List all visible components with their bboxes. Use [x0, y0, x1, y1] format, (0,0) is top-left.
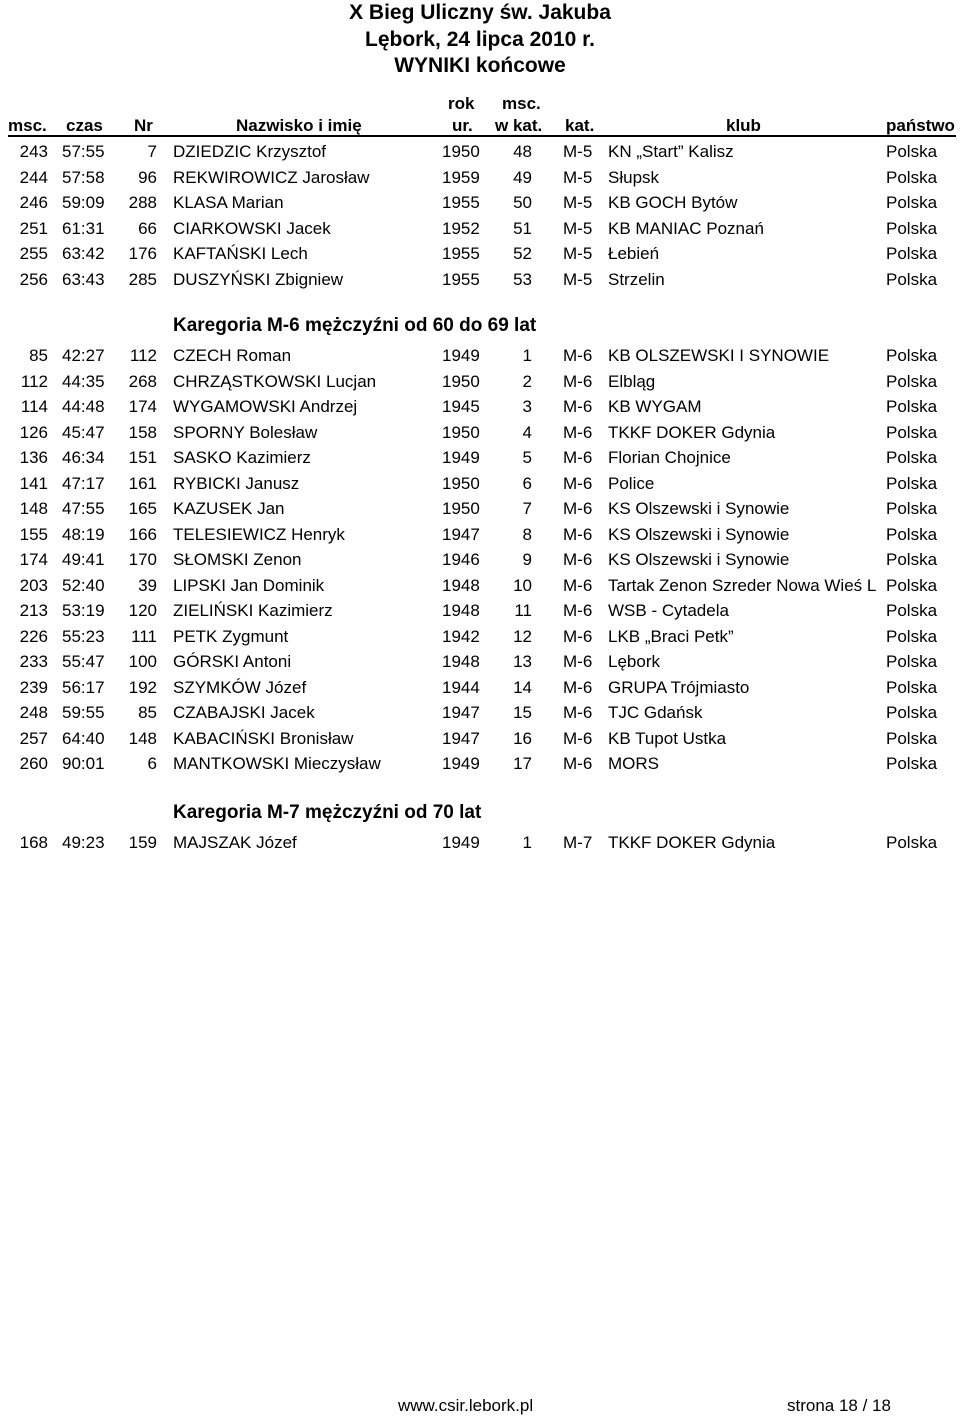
category-place: 15 — [513, 703, 532, 722]
athlete-name: TELESIEWICZ Henryk — [173, 524, 345, 544]
place: 85 — [29, 346, 48, 365]
athlete-name: GÓRSKI Antoni — [173, 652, 292, 671]
bib: 268 — [128, 371, 157, 391]
club: KB MANIAC Poznań — [608, 218, 764, 238]
country: Polska — [886, 575, 938, 595]
birth-year: 1955 — [442, 193, 480, 212]
birth-year: 1952 — [442, 218, 480, 238]
col-panstwo-header: państwo — [886, 116, 955, 135]
place: 256 — [19, 269, 48, 289]
category: M-6 — [563, 499, 593, 518]
club: WSB - Cytadela — [608, 601, 729, 620]
category: M-5 — [563, 193, 593, 212]
country: Polska — [886, 652, 938, 671]
bib: 85 — [138, 703, 157, 722]
table-row — [0, 445, 960, 470]
category: M-6 — [563, 550, 593, 569]
club: TKKF DOKER Gdynia — [608, 422, 776, 442]
table-row — [0, 471, 960, 496]
category-place: 16 — [513, 728, 532, 748]
category-place: 12 — [513, 626, 532, 646]
time: 55:47 — [62, 652, 105, 671]
club: GRUPA Trójmiasto — [608, 677, 750, 697]
place: 243 — [19, 142, 48, 161]
bib: 158 — [128, 422, 157, 442]
country: Polska — [886, 269, 938, 289]
table-row — [0, 165, 960, 190]
table-row — [0, 267, 960, 292]
category: M-6 — [563, 728, 593, 748]
category-place: 5 — [522, 448, 532, 467]
place: 155 — [19, 524, 48, 544]
table-row — [0, 573, 960, 598]
club: KB OLSZEWSKI I SYNOWIE — [608, 346, 830, 365]
place: 246 — [19, 193, 48, 212]
time: 63:43 — [62, 269, 105, 289]
bib: 112 — [129, 346, 157, 365]
time: 61:31 — [62, 218, 105, 238]
bib: 151 — [128, 448, 157, 467]
birth-year: 1942 — [442, 626, 480, 646]
country: Polska — [886, 550, 938, 569]
club: Strzelin — [608, 269, 665, 289]
table-row — [0, 675, 960, 700]
col-msc-header: msc. — [8, 116, 47, 135]
category-title: Karegoria M-7 mężczyźni od 70 lat — [173, 802, 482, 823]
place: 203 — [19, 575, 48, 595]
birth-year: 1945 — [442, 397, 480, 416]
table-row — [0, 496, 960, 521]
athlete-name: SŁOMSKI Zenon — [173, 550, 302, 569]
category-place: 51 — [513, 218, 532, 238]
table-row — [0, 139, 960, 164]
country: Polska — [886, 677, 938, 697]
time: 46:34 — [62, 448, 105, 467]
birth-year: 1947 — [442, 703, 480, 722]
country: Polska — [886, 601, 938, 620]
table-row — [0, 343, 960, 368]
athlete-name: KAFTAŃSKI Lech — [173, 244, 308, 263]
birth-year: 1948 — [442, 575, 480, 595]
category-place: 9 — [522, 550, 532, 569]
bib: 159 — [128, 833, 157, 852]
col-nr-header: Nr — [134, 116, 153, 135]
athlete-name: KLASA Marian — [173, 193, 284, 212]
table-row — [0, 547, 960, 572]
category: M-6 — [563, 703, 593, 722]
athlete-name: KAZUSEK Jan — [173, 499, 285, 518]
place: 244 — [19, 167, 48, 187]
club: MORS — [608, 754, 659, 773]
page-subtitle-date: Lębork, 24 lipca 2010 r. — [365, 28, 595, 51]
page-title: X Bieg Uliczny św. Jakuba — [349, 1, 611, 24]
athlete-name: MANTKOWSKI Mieczysław — [173, 754, 381, 773]
athlete-name: SZYMKÓW Józef — [173, 677, 307, 697]
country: Polska — [886, 346, 938, 365]
category-place: 53 — [513, 269, 532, 289]
place: 213 — [19, 601, 48, 620]
category: M-5 — [563, 269, 593, 289]
country: Polska — [886, 728, 938, 748]
country: Polska — [886, 754, 938, 773]
category: M-5 — [563, 167, 593, 187]
country: Polska — [886, 626, 938, 646]
birth-year: 1955 — [442, 269, 480, 289]
athlete-name: LIPSKI Jan Dominik — [173, 575, 325, 595]
country: Polska — [886, 524, 938, 544]
time: 47:55 — [62, 499, 105, 518]
category: M-6 — [563, 601, 593, 620]
place: 148 — [19, 499, 48, 518]
category-place: 17 — [513, 754, 532, 773]
table-row — [0, 726, 960, 751]
birth-year: 1950 — [442, 499, 480, 518]
club: KB Tupot Ustka — [608, 728, 727, 748]
athlete-name: ZIELIŃSKI Kazimierz — [173, 601, 333, 620]
birth-year: 1947 — [442, 728, 480, 748]
country: Polska — [886, 422, 938, 442]
table-row — [0, 420, 960, 445]
category-place: 11 — [514, 601, 532, 620]
category-place: 8 — [522, 524, 532, 544]
country: Polska — [886, 193, 938, 212]
birth-year: 1946 — [442, 550, 480, 569]
athlete-name: CIARKOWSKI Jacek — [173, 218, 331, 238]
col-kat-header: kat. — [565, 116, 595, 135]
birth-year: 1949 — [442, 448, 480, 467]
club: KS Olszewski i Synowie — [608, 499, 790, 518]
country: Polska — [886, 218, 938, 238]
club: Police — [608, 473, 655, 493]
table-row — [0, 624, 960, 649]
birth-year: 1948 — [442, 601, 480, 620]
footer-page: strona 18 / 18 — [787, 1396, 891, 1415]
country: Polska — [886, 499, 938, 518]
table-row — [0, 216, 960, 241]
category-place: 7 — [522, 499, 532, 518]
category-place: 2 — [522, 371, 532, 391]
category: M-6 — [563, 397, 593, 416]
club: KN „Start” Kalisz — [608, 142, 734, 161]
category: M-6 — [563, 371, 593, 391]
col-klub-header: klub — [726, 116, 761, 135]
country: Polska — [886, 448, 938, 467]
bib: 6 — [147, 754, 157, 773]
category: M-5 — [563, 218, 593, 238]
category-place: 52 — [513, 244, 532, 263]
bib: 170 — [128, 550, 157, 569]
bib: 192 — [128, 677, 157, 697]
place: 112 — [20, 371, 48, 391]
bib: 148 — [128, 728, 157, 748]
category-place: 4 — [522, 422, 532, 442]
bib: 96 — [138, 167, 157, 187]
birth-year: 1944 — [442, 677, 480, 697]
athlete-name: CHRZĄSTKOWSKI Lucjan — [173, 371, 377, 391]
time: 57:55 — [62, 142, 105, 161]
table-row — [0, 830, 960, 855]
category-place: 50 — [513, 193, 532, 212]
place: 174 — [19, 550, 48, 569]
athlete-name: RYBICKI Janusz — [173, 473, 300, 493]
table-row — [0, 369, 960, 394]
athlete-name: SASKO Kazimierz — [173, 448, 311, 467]
category: M-6 — [563, 652, 593, 671]
club: Słupsk — [608, 167, 660, 187]
table-row — [0, 394, 960, 419]
athlete-name: PETK Zygmunt — [173, 626, 289, 646]
time: 63:42 — [62, 244, 105, 263]
table-row — [0, 598, 960, 623]
country: Polska — [886, 244, 938, 263]
country: Polska — [886, 473, 938, 493]
athlete-name: DUSZYŃSKI Zbigniew — [173, 269, 344, 289]
footer-url: www.csir.lebork.pl — [398, 1396, 534, 1415]
club: Łebień — [608, 244, 660, 263]
bib: 166 — [128, 524, 157, 544]
table-row — [0, 751, 960, 776]
category: M-6 — [563, 422, 593, 442]
page-subtitle-results: WYNIKI końcowe — [394, 54, 566, 77]
birth-year: 1950 — [442, 142, 480, 161]
club: Lębork — [608, 652, 660, 671]
place: 226 — [19, 626, 48, 646]
country: Polska — [886, 833, 938, 852]
category: M-7 — [563, 833, 593, 852]
category-place: 14 — [513, 677, 532, 697]
athlete-name: WYGAMOWSKI Andrzej — [173, 397, 358, 416]
time: 44:35 — [62, 371, 105, 391]
bib: 100 — [128, 652, 157, 671]
place: 126 — [19, 422, 48, 442]
time: 56:17 — [62, 677, 105, 697]
birth-year: 1950 — [442, 473, 480, 493]
birth-year: 1959 — [442, 167, 480, 187]
category-place: 48 — [513, 142, 532, 161]
athlete-name: DZIEDZIC Krzysztof — [173, 142, 327, 161]
club: TJC Gdańsk — [608, 703, 703, 722]
category: M-5 — [563, 142, 593, 161]
club: LKB „Braci Petk” — [608, 626, 734, 646]
place: 141 — [19, 473, 48, 493]
col-mk-header-bottom: w kat. — [495, 116, 543, 135]
bib: 111 — [131, 626, 157, 646]
birth-year: 1949 — [442, 833, 480, 852]
athlete-name: REKWIROWICZ Jarosław — [173, 167, 370, 187]
club: KB WYGAM — [608, 397, 702, 416]
bib: 66 — [138, 218, 157, 238]
club: Tartak Zenon Szreder Nowa Wieś L — [608, 575, 877, 595]
col-rok-header-bottom: ur. — [452, 116, 473, 135]
club: KS Olszewski i Synowie — [608, 524, 790, 544]
time: 48:19 — [62, 524, 105, 544]
birth-year: 1955 — [442, 244, 480, 263]
bib: 288 — [128, 193, 157, 212]
time: 44:48 — [62, 397, 105, 416]
category: M-6 — [563, 626, 593, 646]
time: 49:41 — [62, 550, 105, 569]
category-place: 10 — [513, 575, 532, 595]
bib: 7 — [147, 142, 157, 161]
athlete-name: MAJSZAK Józef — [173, 833, 297, 852]
birth-year: 1949 — [442, 754, 480, 773]
category: M-5 — [563, 244, 593, 263]
category: M-6 — [563, 473, 593, 493]
club: Elbląg — [608, 371, 656, 391]
category-place: 13 — [513, 652, 532, 671]
time: 45:47 — [62, 422, 105, 442]
place: 136 — [19, 448, 48, 467]
place: 233 — [19, 652, 48, 671]
club: TKKF DOKER Gdynia — [608, 833, 776, 852]
bib: 161 — [128, 473, 157, 493]
country: Polska — [886, 167, 938, 187]
bib: 39 — [138, 575, 157, 595]
club: Florian Chojnice — [608, 448, 731, 467]
category-title: Karegoria M-6 mężczyźni od 60 do 69 lat — [173, 315, 537, 336]
table-row — [0, 700, 960, 725]
category-place: 1 — [522, 833, 532, 852]
place: 168 — [19, 833, 48, 852]
category: M-6 — [563, 754, 593, 773]
time: 49:23 — [62, 833, 105, 852]
bib: 165 — [128, 499, 157, 518]
time: 57:58 — [62, 167, 105, 187]
time: 59:55 — [62, 703, 105, 722]
bib: 285 — [128, 269, 157, 289]
place: 248 — [19, 703, 48, 722]
time: 53:19 — [62, 601, 105, 620]
birth-year: 1947 — [442, 524, 480, 544]
category-place: 1 — [522, 346, 532, 365]
category: M-6 — [563, 346, 593, 365]
time: 55:23 — [62, 626, 105, 646]
category: M-6 — [563, 524, 593, 544]
birth-year: 1948 — [442, 652, 480, 671]
bib: 174 — [128, 397, 157, 416]
place: 239 — [19, 677, 48, 697]
col-rok-header-top: rok — [448, 94, 475, 113]
header-divider — [8, 135, 956, 137]
category: M-6 — [563, 677, 593, 697]
table-row — [0, 649, 960, 674]
athlete-name: SPORNY Bolesław — [173, 422, 318, 442]
birth-year: 1949 — [442, 346, 480, 365]
category: M-6 — [563, 448, 593, 467]
club: KB GOCH Bytów — [608, 193, 738, 212]
birth-year: 1950 — [442, 422, 480, 442]
place: 260 — [19, 754, 48, 773]
athlete-name: CZABAJSKI Jacek — [173, 703, 315, 722]
place: 251 — [19, 218, 48, 238]
place: 257 — [19, 728, 48, 748]
col-name-header: Nazwisko i imię — [236, 116, 362, 135]
category-place: 49 — [513, 167, 532, 187]
place: 114 — [20, 397, 48, 416]
bib: 176 — [128, 244, 157, 263]
table-row — [0, 190, 960, 215]
athlete-name: KABACIŃSKI Bronisław — [173, 728, 354, 748]
athlete-name: CZECH Roman — [173, 346, 292, 365]
country: Polska — [886, 371, 938, 391]
birth-year: 1950 — [442, 371, 480, 391]
club: KS Olszewski i Synowie — [608, 550, 790, 569]
time: 90:01 — [62, 754, 105, 773]
category: M-6 — [563, 575, 593, 595]
col-czas-header: czas — [66, 116, 103, 135]
time: 52:40 — [62, 575, 105, 595]
table-row — [0, 241, 960, 266]
col-mk-header-top: msc. — [502, 94, 541, 113]
place: 255 — [19, 244, 48, 263]
time: 59:09 — [62, 193, 105, 212]
country: Polska — [886, 142, 938, 161]
category-place: 6 — [522, 473, 532, 493]
table-row — [0, 522, 960, 547]
country: Polska — [886, 703, 938, 722]
time: 47:17 — [62, 473, 105, 493]
bib: 120 — [128, 601, 157, 620]
time: 64:40 — [62, 728, 105, 748]
country: Polska — [886, 397, 938, 416]
category-place: 3 — [522, 397, 532, 416]
time: 42:27 — [62, 346, 105, 365]
